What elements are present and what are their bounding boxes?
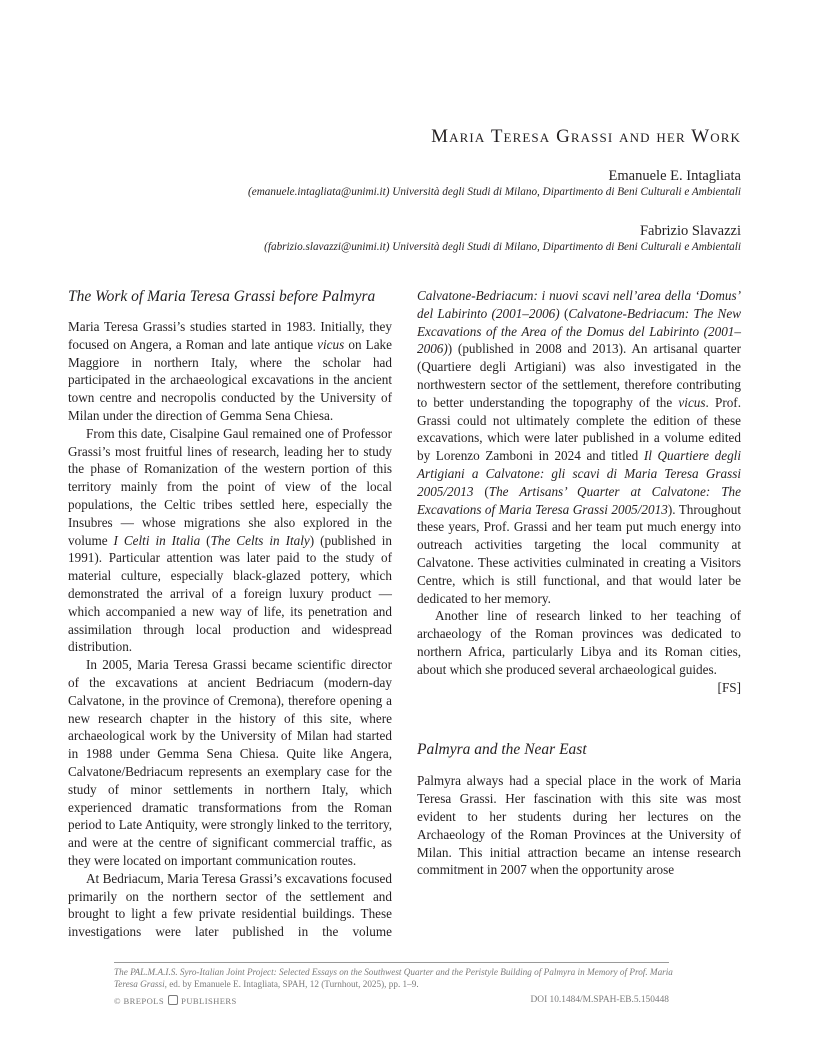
paragraph: Maria Teresa Grassi’s studies started in 1983. Initially, they focused on Angera, a Roman and late antique vicus on Lake Maggiore in northern Italy, where the scholar had participated in the archaeological excavations in the ancient town centre and necropolis conducted by the University of Milan under the direction of Gemma Sena Chiesa. <box>68 319 392 423</box>
author-name-2: Fabrizio Slavazzi <box>639 223 741 239</box>
section-heading-2: Palmyra and the Near East <box>417 741 587 759</box>
paragraph: Another line of research linked to her teaching of archaeology of the Roman provinces was dedicated to northern Africa, particularly Libya and its Roman cities, about which she produced several archaeological guides. <box>417 608 741 677</box>
author-signature: [FS] <box>717 679 741 695</box>
author-affiliation-1: (emanuele.intagliata@unimi.it) Università degli Studi di Milano, Dipartimento di Beni Culturali e Ambientali <box>248 186 741 198</box>
publisher-left: © BREPOLS <box>114 996 165 1006</box>
doi: DOI 10.1484/M.SPAH-EB.5.150448 <box>530 995 669 1005</box>
paragraph: Calvatone-Bedriacum: i nuovi scavi nell’area della ‘Domus’ del Labirinto (2001–2006) (Calvatone-Bedriacum: The New Excavations of the Area of the Domus del Labirinto (2001–2006)) (published in 2008 and 2013). An artisanal quarter (Quartiere degli Artigiani) was also investigated in the northwestern sector of the settlement, therefore contributing to better understanding the topography of the vicus. Prof. Grassi could not ultimately complete the edition of these excavations, which were later published in a volume edited by Lorenzo Zamboni in 2024 and titled Il Quartiere degli Artigiani a Calvatone: gli scavi di Maria Teresa Grassi 2005/2013 (The Artisans’ Quarter at Calvatone: The Excavations of Maria Teresa Grassi 2005/2013). Throughout these years, Prof. Grassi and her team put much energy into outreach activities targeting the local community at Calvatone. These activities culminated in creating a Visitors Centre, which is still functional, and that would later be dedicated to her memory. <box>417 288 742 606</box>
article-title: Maria Teresa Grassi and her Work <box>431 126 741 147</box>
paragraph: In 2005, Maria Teresa Grassi became scientific director of the excavations at ancient Bedriacum (modern-day Calvatone, in the province of Cremona), therefore opening a new research chapter in the history of this site, where archaeological work by the University of Milan had started in 1988 under Gemma Sena Chiesa. Quite like Angera, Calvatone/Bedriacum represents an exemplary case for the study of minor settlements in northern Italy, which experienced dramatic transformations from the Roman period to Late Antiquity, were strongly linked to the territory, and were at the centre of significant commercial traffic, as they were located on important communication routes. <box>68 657 392 868</box>
citation-footnote: The PAL.M.A.I.S. Syro-Italian Joint Project: Selected Essays on the Southwest Quarter and the Peristyle Building of Palmyra in Memory of Prof. Maria Teresa Grassi, ed. by Emanuele E. Intagliata, SPAH, 12 (Turnhout, 2025), pp. 1–9. <box>114 967 673 989</box>
text-column-right <box>417 287 741 879</box>
paragraph: From this date, Cisalpine Gaul remained one of Professor Grassi’s most fruitful lines of research, leading her to study the phase of Romanization of the western portion of this territory mainly from the point of view of the local populations, the Celtic tribes settled here, especially the Insubres — whose migrations she also explored in the volume I Celti in Italia (The Celts in Italy) (published in 1991). Particular attention was later paid to the study of material culture, especially black-glazed pottery, which demonstrated the arrival of a foreign luxury product — which accompanied a new way of life, its penetration and assimilation through local production and widespread distribution. <box>68 425 392 655</box>
footer-rule <box>114 962 669 963</box>
author-affiliation-2: (fabrizio.slavazzi@unimi.it) Università degli Studi di Milano, Dipartimento di Beni Culturali e Ambientali <box>264 241 741 253</box>
paragraph-continues: At Bedriacum, Maria Teresa Grassi’s excavations focused primarily on the northern sector of the settlement and brought to light a few private residential buildings. These investigations were later published in the volume <box>68 870 392 940</box>
publisher-mark <box>114 995 237 1006</box>
publisher-right: PUBLISHERS <box>181 996 237 1006</box>
text-column-left <box>68 287 392 941</box>
section-heading-1: The Work of Maria Teresa Grassi before Palmyra <box>68 288 376 305</box>
author-name-1: Emanuele E. Intagliata <box>608 168 741 184</box>
publisher-logo-icon <box>168 995 178 1005</box>
paragraph: Palmyra always had a special place in the work of Maria Teresa Grassi. Her fascination with this site was most evident to her students during her lectures on the Archaeology of the Roman Provinces at the University of Milan. This initial attraction became an intense research commitment in 2007 when the opportunity arose <box>417 773 741 878</box>
